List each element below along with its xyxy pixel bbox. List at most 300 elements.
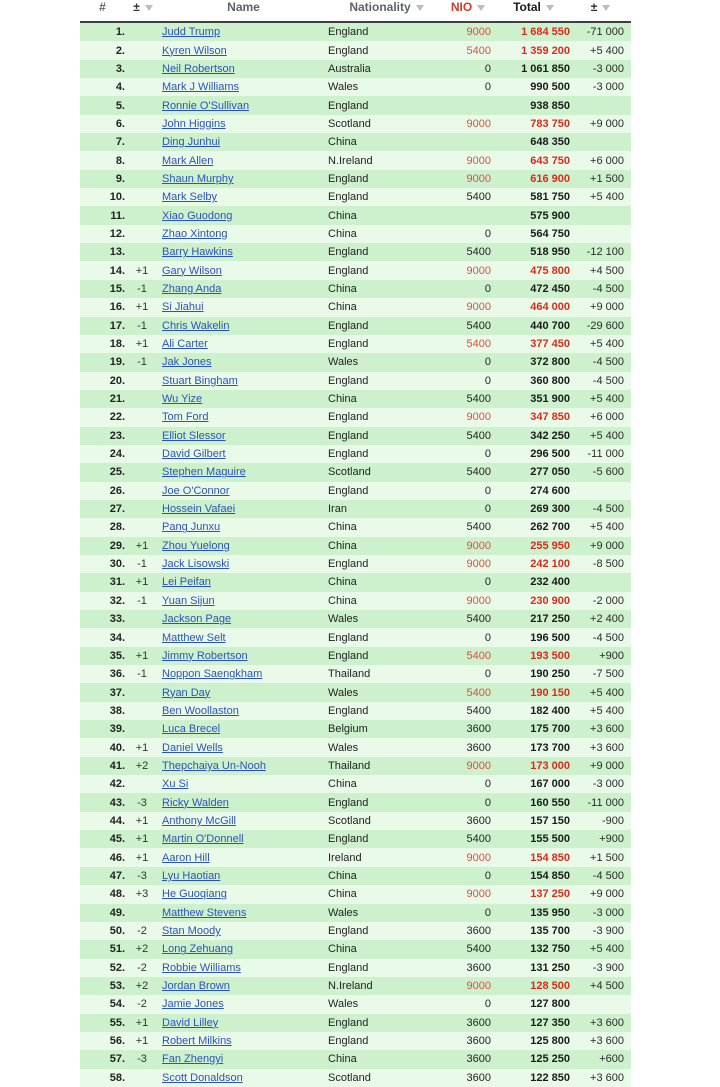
rank-cell: 2. <box>115 44 125 57</box>
player-link[interactable]: Daniel Wells <box>162 741 223 754</box>
change-cell: +5 400 <box>590 686 624 699</box>
player-link[interactable]: Stuart Bingham <box>162 374 238 387</box>
player-link[interactable]: Neil Robertson <box>162 62 235 75</box>
rank-cell: 54. <box>109 998 125 1011</box>
nationality-cell: England <box>328 246 369 259</box>
nationality-cell: England <box>328 374 369 387</box>
total-points-cell: 564 750 <box>530 227 570 240</box>
table-row <box>80 848 631 866</box>
nio-points-cell: 5400 <box>466 319 491 332</box>
move-cell: -1 <box>137 319 147 332</box>
player-link[interactable]: Ronnie O'Sullivan <box>162 99 250 112</box>
table-row <box>80 243 631 261</box>
rank-cell: 35. <box>109 649 125 662</box>
move-cell: +1 <box>135 1016 149 1029</box>
column-header-nationality[interactable] <box>325 0 443 14</box>
move-cell: +1 <box>135 649 149 662</box>
nio-points-cell: 3600 <box>466 1071 491 1084</box>
total-points-cell: 643 750 <box>530 154 570 167</box>
player-link[interactable]: Zhao Xintong <box>162 227 228 240</box>
table-row <box>80 628 631 646</box>
nationality-cell: England <box>328 99 369 112</box>
player-link[interactable]: Tom Ford <box>162 411 209 424</box>
player-link[interactable]: Xu Si <box>162 778 189 791</box>
nio-points-cell: 0 <box>484 906 491 919</box>
change-cell: -3 000 <box>592 906 624 919</box>
rank-cell: 20. <box>109 374 125 387</box>
move-cell: +1 <box>135 1035 149 1048</box>
rank-cell: 21. <box>109 393 125 406</box>
nationality-cell: Wales <box>328 686 359 699</box>
player-link[interactable]: Jack Lisowski <box>162 558 230 571</box>
change-cell: +1 500 <box>590 172 624 185</box>
table-row <box>80 170 631 188</box>
table-row <box>80 225 631 243</box>
table-row <box>80 573 631 591</box>
move-cell: +1 <box>135 576 149 589</box>
column-header-rank[interactable] <box>80 0 125 14</box>
table-header-row <box>80 0 631 21</box>
table-row <box>80 317 631 335</box>
rank-cell: 41. <box>109 759 125 772</box>
table-row <box>80 445 631 463</box>
total-points-cell: 175 700 <box>530 723 570 736</box>
player-link[interactable]: Kyren Wilson <box>162 44 227 57</box>
change-cell: -4 500 <box>592 356 624 369</box>
player-link[interactable]: Aaron Hill <box>162 851 210 864</box>
player-name-cell <box>159 760 325 772</box>
player-link[interactable]: Jak Jones <box>162 356 212 369</box>
total-points-cell: 128 500 <box>530 980 570 993</box>
player-link[interactable]: Lyu Haotian <box>162 869 221 882</box>
player-name-cell <box>159 595 325 607</box>
rank-cell: 22. <box>109 411 125 424</box>
nio-points-cell: 3600 <box>466 1035 491 1048</box>
player-link[interactable]: He Guoqiang <box>162 888 227 901</box>
nio-points-cell: 9000 <box>466 117 491 130</box>
player-link[interactable]: Xiao Guodong <box>162 209 233 222</box>
move-cell: +1 <box>135 814 149 827</box>
move-cell: +1 <box>135 539 149 552</box>
table-row <box>80 977 631 995</box>
table-row <box>80 1014 631 1032</box>
change-cell: +6 000 <box>590 154 624 167</box>
nationality-cell: China <box>328 888 357 901</box>
change-cell: +5 400 <box>590 393 624 406</box>
rank-cell: 38. <box>109 704 125 717</box>
player-link[interactable]: Mark Selby <box>162 191 218 204</box>
nationality-cell: Australia <box>328 62 371 75</box>
table-row <box>80 78 631 96</box>
total-points-cell: 160 550 <box>530 796 570 809</box>
change-cell: +5 400 <box>590 429 624 442</box>
player-link[interactable]: Scott Donaldson <box>162 1071 243 1084</box>
player-link[interactable]: Jackson Page <box>162 613 232 626</box>
player-link[interactable]: Thepchaiya Un-Nooh <box>162 759 266 772</box>
total-points-cell: 377 450 <box>530 338 570 351</box>
change-cell: +3 600 <box>590 1035 624 1048</box>
move-cell: +1 <box>135 851 149 864</box>
nationality-cell: England <box>328 191 369 204</box>
player-name-cell <box>159 485 325 497</box>
table-row <box>80 188 631 206</box>
player-name-cell <box>159 852 325 864</box>
rank-cell: 39. <box>109 723 125 736</box>
total-points-cell: 132 750 <box>530 943 570 956</box>
change-cell: +9 000 <box>590 888 624 901</box>
nationality-cell: England <box>328 448 369 461</box>
player-link[interactable]: Yuan Sijun <box>162 594 215 607</box>
change-cell: +9 000 <box>590 539 624 552</box>
table-row <box>80 1032 631 1050</box>
nio-points-cell: 5400 <box>466 943 491 956</box>
change-cell: -71 000 <box>586 26 624 39</box>
move-cell: +1 <box>135 301 149 314</box>
nationality-cell: England <box>328 631 369 644</box>
player-link[interactable]: Wu Yize <box>162 393 203 406</box>
sort-arrow-icon[interactable] <box>145 5 153 11</box>
nationality-cell: England <box>328 319 369 332</box>
sort-arrow-icon[interactable] <box>602 5 610 11</box>
table-row <box>80 335 631 353</box>
move-cell: -2 <box>137 961 147 974</box>
table-row <box>80 665 631 683</box>
sort-arrow-icon[interactable] <box>546 5 554 11</box>
player-link[interactable]: Long Zehuang <box>162 943 233 956</box>
table-row <box>80 60 631 78</box>
nationality-cell: China <box>328 778 357 791</box>
change-cell: +5 400 <box>590 521 624 534</box>
change-cell: +5 400 <box>590 338 624 351</box>
rank-cell: 19. <box>109 356 125 369</box>
table-row <box>80 151 631 169</box>
rank-cell: 40. <box>109 741 125 754</box>
nio-points-cell: 3600 <box>466 1016 491 1029</box>
table-row <box>80 867 631 885</box>
table-row <box>80 261 631 279</box>
rank-cell: 49. <box>109 906 125 919</box>
player-name-cell <box>159 815 325 827</box>
nio-points-cell: 9000 <box>466 594 491 607</box>
table-row <box>80 922 631 940</box>
player-link[interactable]: Elliot Slessor <box>162 429 226 442</box>
player-link[interactable]: Jimmy Robertson <box>162 649 248 662</box>
player-link[interactable]: Ding Junhui <box>162 136 221 149</box>
nio-points-cell: 0 <box>484 778 491 791</box>
player-link[interactable]: Joe O'Connor <box>162 484 230 497</box>
rank-cell: 48. <box>109 888 125 901</box>
table-row <box>80 885 631 903</box>
player-link[interactable]: Judd Trump <box>162 26 221 39</box>
table-row <box>80 793 631 811</box>
player-name-cell <box>159 503 325 515</box>
rank-cell: 23. <box>109 429 125 442</box>
nationality-cell: England <box>328 411 369 424</box>
table-row <box>80 500 631 518</box>
player-name-cell <box>159 632 325 644</box>
rank-cell: 46. <box>109 851 125 864</box>
nio-points-cell: 0 <box>484 576 491 589</box>
table-row <box>80 372 631 390</box>
nationality-cell: England <box>328 925 369 938</box>
rank-cell: 8. <box>115 154 125 167</box>
table-row <box>80 427 631 445</box>
total-points-cell: 154 850 <box>530 869 570 882</box>
table-row <box>80 1050 631 1068</box>
nationality-cell: England <box>328 1035 369 1048</box>
nio-points-cell: 3600 <box>466 741 491 754</box>
nationality-cell: Wales <box>328 613 359 626</box>
rank-cell: 37. <box>109 686 125 699</box>
player-name-cell <box>159 338 325 350</box>
player-link[interactable]: Zhou Yuelong <box>162 539 230 552</box>
total-points-cell: 190 250 <box>530 668 570 681</box>
rank-cell: 42. <box>109 778 125 791</box>
nationality-cell: England <box>328 429 369 442</box>
change-cell: +900 <box>599 833 624 846</box>
player-link[interactable]: John Higgins <box>162 117 226 130</box>
rank-cell: 26. <box>109 484 125 497</box>
player-link[interactable]: Martin O'Donnell <box>162 833 244 846</box>
move-cell: +2 <box>135 980 149 993</box>
player-link[interactable]: Lei Peifan <box>162 576 211 589</box>
total-points-cell: 196 500 <box>530 631 570 644</box>
nio-points-cell: 0 <box>484 81 491 94</box>
column-header-label: NIO <box>450 0 473 14</box>
player-name-cell <box>159 320 325 332</box>
total-points-cell: 262 700 <box>530 521 570 534</box>
nationality-cell: China <box>328 1053 357 1066</box>
change-cell: -2 000 <box>592 594 624 607</box>
player-link[interactable]: Zhang Anda <box>162 282 222 295</box>
rank-cell: 34. <box>109 631 125 644</box>
nationality-cell: England <box>328 558 369 571</box>
change-cell: +1 500 <box>590 851 624 864</box>
column-header-nio[interactable] <box>443 0 495 14</box>
nationality-cell: Thailand <box>328 759 371 772</box>
player-name-cell <box>159 466 325 478</box>
player-link[interactable]: Ryan Day <box>162 686 211 699</box>
table-row <box>80 41 631 59</box>
column-header-change[interactable] <box>575 0 631 14</box>
total-points-cell: 475 800 <box>530 264 570 277</box>
player-name-cell <box>159 962 325 974</box>
player-link[interactable]: Fan Zhengyi <box>162 1053 224 1066</box>
total-points-cell: 182 400 <box>530 704 570 717</box>
player-link[interactable]: Robbie Williams <box>162 961 241 974</box>
player-name-cell <box>159 925 325 937</box>
total-points-cell: 648 350 <box>530 136 570 149</box>
nio-points-cell: 9000 <box>466 26 491 39</box>
rank-cell: 29. <box>109 539 125 552</box>
change-cell: +3 600 <box>590 741 624 754</box>
rank-cell: 3. <box>115 62 125 75</box>
rank-cell: 27. <box>109 503 125 516</box>
player-name-cell <box>159 155 325 167</box>
nio-points-cell: 9000 <box>466 411 491 424</box>
nio-points-cell: 0 <box>484 448 491 461</box>
player-link[interactable]: Si Jiahui <box>162 301 204 314</box>
change-cell: -11 000 <box>587 796 624 809</box>
nio-points-cell: 9000 <box>466 539 491 552</box>
player-name-cell <box>159 998 325 1010</box>
move-cell: +1 <box>135 264 149 277</box>
column-header-label: Nationality <box>349 0 411 14</box>
player-link[interactable]: David Lilley <box>162 1016 219 1029</box>
rank-cell: 7. <box>115 136 125 149</box>
nio-points-cell: 0 <box>484 668 491 681</box>
nio-points-cell: 9000 <box>466 301 491 314</box>
player-link[interactable]: Chris Wakelin <box>162 319 230 332</box>
nationality-cell: Wales <box>328 998 359 1011</box>
table-row <box>80 995 631 1013</box>
move-cell: -3 <box>137 796 147 809</box>
player-link[interactable]: Mark J Williams <box>162 81 239 94</box>
rank-cell: 9. <box>115 172 125 185</box>
table-row <box>80 738 631 756</box>
player-link[interactable]: Pang Junxu <box>162 521 221 534</box>
player-link[interactable]: Mark Allen <box>162 154 214 167</box>
total-points-cell: 127 800 <box>530 998 570 1011</box>
player-link[interactable]: David Gilbert <box>162 448 226 461</box>
change-cell: +5 400 <box>590 943 624 956</box>
player-link[interactable]: Gary Wilson <box>162 264 222 277</box>
nationality-cell: Iran <box>328 503 347 516</box>
rank-cell: 16. <box>109 301 125 314</box>
player-name-cell <box>159 356 325 368</box>
nio-points-cell: 9000 <box>466 759 491 772</box>
table-row <box>80 959 631 977</box>
nio-points-cell: 0 <box>484 796 491 809</box>
change-cell: -5 600 <box>592 466 624 479</box>
change-cell: +5 400 <box>590 191 624 204</box>
player-name-cell <box>159 833 325 845</box>
player-link[interactable]: Luca Brecel <box>162 723 221 736</box>
change-cell: +5 400 <box>590 44 624 57</box>
nationality-cell: Scotland <box>328 117 371 130</box>
rank-cell: 58. <box>109 1071 125 1084</box>
player-name-cell <box>159 870 325 882</box>
table-row <box>80 940 631 958</box>
player-link[interactable]: Anthony McGill <box>162 814 236 827</box>
player-name-cell <box>159 742 325 754</box>
nationality-cell: Scotland <box>328 466 371 479</box>
column-header-total[interactable] <box>495 0 575 14</box>
rank-cell: 10. <box>109 191 125 204</box>
sort-arrow-icon[interactable] <box>477 5 485 11</box>
player-name-cell <box>159 26 325 38</box>
player-link[interactable]: Shaun Murphy <box>162 172 234 185</box>
player-link[interactable]: Ali Carter <box>162 338 208 351</box>
nationality-cell: N.Ireland <box>328 980 373 993</box>
total-points-cell: 131 250 <box>530 961 570 974</box>
rank-cell: 31. <box>109 576 125 589</box>
change-cell: -3 900 <box>592 961 624 974</box>
change-cell: -3 900 <box>592 925 624 938</box>
total-points-cell: 296 500 <box>530 448 570 461</box>
change-cell: +900 <box>599 649 624 662</box>
change-cell: -29 600 <box>586 319 624 332</box>
nio-points-cell: 5400 <box>466 649 491 662</box>
nio-points-cell: 0 <box>484 631 491 644</box>
rank-cell: 15. <box>109 282 125 295</box>
player-link[interactable]: Robert Milkins <box>162 1035 232 1048</box>
player-name-cell <box>159 521 325 533</box>
total-points-cell: 167 000 <box>530 778 570 791</box>
nationality-cell: China <box>328 943 357 956</box>
rank-cell: 17. <box>109 319 125 332</box>
rank-cell: 12. <box>109 227 125 240</box>
player-name-cell <box>159 613 325 625</box>
nio-points-cell: 5400 <box>466 338 491 351</box>
nationality-cell: England <box>328 44 369 57</box>
player-link[interactable]: Matthew Stevens <box>162 906 247 919</box>
player-name-cell <box>159 1017 325 1029</box>
move-cell: -1 <box>137 558 147 571</box>
nationality-cell: England <box>328 649 369 662</box>
change-cell: +5 400 <box>590 704 624 717</box>
change-cell: -4 500 <box>592 869 624 882</box>
change-cell: +9 000 <box>590 301 624 314</box>
player-link[interactable]: Noppon Saengkham <box>162 668 263 681</box>
nio-points-cell: 5400 <box>466 833 491 846</box>
total-points-cell: 518 950 <box>530 246 570 259</box>
player-name-cell <box>159 448 325 460</box>
sort-arrow-icon[interactable] <box>416 5 424 11</box>
rank-cell: 44. <box>109 814 125 827</box>
total-points-cell: 230 900 <box>530 594 570 607</box>
total-points-cell: 193 500 <box>530 649 570 662</box>
table-row <box>80 830 631 848</box>
rankings-table <box>80 0 631 1087</box>
column-header-change[interactable] <box>125 0 159 14</box>
rank-cell: 5. <box>115 99 125 112</box>
nio-points-cell: 5400 <box>466 704 491 717</box>
change-cell: -8 500 <box>592 558 624 571</box>
player-name-cell <box>159 723 325 735</box>
nio-points-cell: 0 <box>484 484 491 497</box>
player-link[interactable]: Hossein Vafaei <box>162 503 236 516</box>
total-points-cell: 581 750 <box>530 191 570 204</box>
move-cell: -1 <box>137 356 147 369</box>
column-header-name[interactable] <box>159 0 325 14</box>
player-link[interactable]: Barry Hawkins <box>162 246 233 259</box>
move-cell: -1 <box>137 668 147 681</box>
nationality-cell: Scotland <box>328 1071 371 1084</box>
total-points-cell: 217 250 <box>530 613 570 626</box>
nationality-cell: China <box>328 393 357 406</box>
player-link[interactable]: Stephen Maguire <box>162 466 246 479</box>
player-link[interactable]: Stan Moody <box>162 925 221 938</box>
player-link[interactable]: Ricky Walden <box>162 796 229 809</box>
total-points-cell: 125 250 <box>530 1053 570 1066</box>
change-cell: +4 500 <box>590 980 624 993</box>
change-cell: +9 000 <box>590 759 624 772</box>
player-link[interactable]: Jordan Brown <box>162 980 230 993</box>
nationality-cell: Belgium <box>328 723 368 736</box>
table-row <box>80 353 631 371</box>
nio-points-cell: 0 <box>484 374 491 387</box>
player-link[interactable]: Ben Woollaston <box>162 704 239 717</box>
player-name-cell <box>159 888 325 900</box>
player-link[interactable]: Jamie Jones <box>162 998 224 1011</box>
player-link[interactable]: Matthew Selt <box>162 631 226 644</box>
total-points-cell: 122 850 <box>530 1071 570 1084</box>
total-points-cell: 1 061 850 <box>521 62 570 75</box>
total-points-cell: 351 900 <box>530 393 570 406</box>
change-cell: +3 600 <box>590 723 624 736</box>
nio-points-cell: 0 <box>484 282 491 295</box>
